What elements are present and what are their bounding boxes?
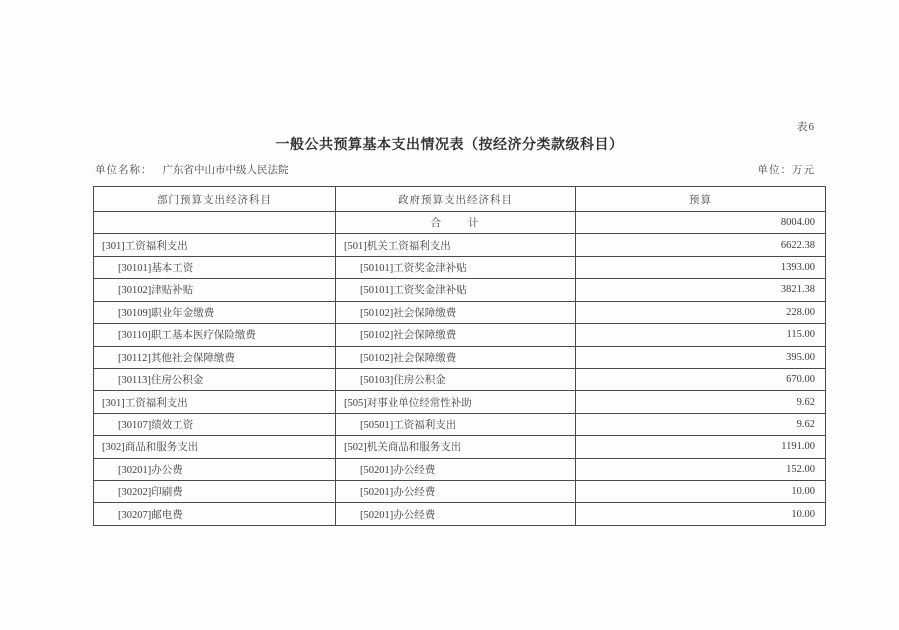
dept-subject-cell: [30107]绩效工资 xyxy=(94,413,336,435)
column-header-dept-subject: 部门预算支出经济科目 xyxy=(94,187,336,212)
table-row xyxy=(94,503,826,526)
budget-value-cell: 152.00 xyxy=(576,458,826,480)
budget-value-cell: 395.00 xyxy=(576,346,826,368)
column-header-gov-subject: 政府预算支出经济科目 xyxy=(336,187,576,212)
dept-subject-cell: [301]工资福利支出 xyxy=(94,234,336,256)
gov-subject-cell: [50102]社会保障缴费 xyxy=(336,301,576,323)
table-row xyxy=(94,436,826,458)
budget-value-cell: 228.00 xyxy=(576,301,826,323)
table-header-row xyxy=(94,187,826,212)
dept-subject-cell: [302]商品和服务支出 xyxy=(94,436,336,458)
table-row xyxy=(94,212,826,234)
table-row xyxy=(94,301,826,323)
dept-subject-cell: [30112]其他社会保障缴费 xyxy=(94,346,336,368)
unit-of-measure-note: 单位：万元 xyxy=(757,165,815,176)
unit-name-label: 单位名称： xyxy=(95,165,153,176)
table-row xyxy=(94,346,826,368)
table-row xyxy=(94,256,826,278)
page-title: 一般公共预算基本支出情况表（按经济分类款级科目） xyxy=(275,138,624,153)
column-header-budget: 预算 xyxy=(576,187,826,212)
gov-subject-cell: 合 计 xyxy=(336,212,576,234)
dept-subject-cell: [30207]邮电费 xyxy=(94,503,336,526)
gov-subject-cell: [502]机关商品和服务支出 xyxy=(336,436,576,458)
dept-subject-cell: [30202]印刷费 xyxy=(94,481,336,503)
gov-subject-cell: [50501]工资福利支出 xyxy=(336,413,576,435)
table-row xyxy=(94,234,826,256)
gov-subject-cell: [50102]社会保障缴费 xyxy=(336,324,576,346)
dept-subject-cell: [30109]职业年金缴费 xyxy=(94,301,336,323)
budget-value-cell: 9.62 xyxy=(576,413,826,435)
dept-subject-cell: [30110]职工基本医疗保险缴费 xyxy=(94,324,336,346)
dept-subject-cell: [30113]住房公积金 xyxy=(94,368,336,390)
dept-subject-cell: [30102]津贴补贴 xyxy=(94,279,336,301)
budget-value-cell: 1191.00 xyxy=(576,436,826,458)
gov-subject-cell: [50201]办公经费 xyxy=(336,458,576,480)
table-row xyxy=(94,413,826,435)
table-number-tag: 表6 xyxy=(796,121,815,133)
table-row xyxy=(94,324,826,346)
meta-row xyxy=(95,162,815,177)
gov-subject-cell: [50102]社会保障缴费 xyxy=(336,346,576,368)
dept-subject-cell xyxy=(94,212,336,234)
gov-subject-cell: [50201]办公经费 xyxy=(336,481,576,503)
table-row xyxy=(94,391,826,413)
table-row xyxy=(94,481,826,503)
budget-value-cell: 8004.00 xyxy=(576,212,826,234)
budget-table-body xyxy=(94,212,826,526)
table-row xyxy=(94,279,826,301)
gov-subject-cell: [50101]工资奖金津补贴 xyxy=(336,279,576,301)
dept-subject-cell: [301]工资福利支出 xyxy=(94,391,336,413)
gov-subject-cell: [50201]办公经费 xyxy=(336,503,576,526)
table-row xyxy=(94,368,826,390)
budget-value-cell: 3821.38 xyxy=(576,279,826,301)
gov-subject-cell: [50101]工资奖金津补贴 xyxy=(336,256,576,278)
dept-subject-cell: [30101]基本工资 xyxy=(94,256,336,278)
table-row xyxy=(94,458,826,480)
budget-value-cell: 670.00 xyxy=(576,368,826,390)
table-header xyxy=(94,187,826,212)
budget-value-cell: 10.00 xyxy=(576,503,826,526)
budget-value-cell: 1393.00 xyxy=(576,256,826,278)
budget-value-cell: 6622.38 xyxy=(576,234,826,256)
budget-value-cell: 10.00 xyxy=(576,481,826,503)
budget-expenditure-table xyxy=(93,186,826,526)
gov-subject-cell: [50103]住房公积金 xyxy=(336,368,576,390)
budget-value-cell: 115.00 xyxy=(576,324,826,346)
unit-name-value: 广东省中山市中级人民法院 xyxy=(162,165,289,176)
budget-value-cell: 9.62 xyxy=(576,391,826,413)
dept-subject-cell: [30201]办公费 xyxy=(94,458,336,480)
gov-subject-cell: [501]机关工资福利支出 xyxy=(336,234,576,256)
gov-subject-cell: [505]对事业单位经常性补助 xyxy=(336,391,576,413)
